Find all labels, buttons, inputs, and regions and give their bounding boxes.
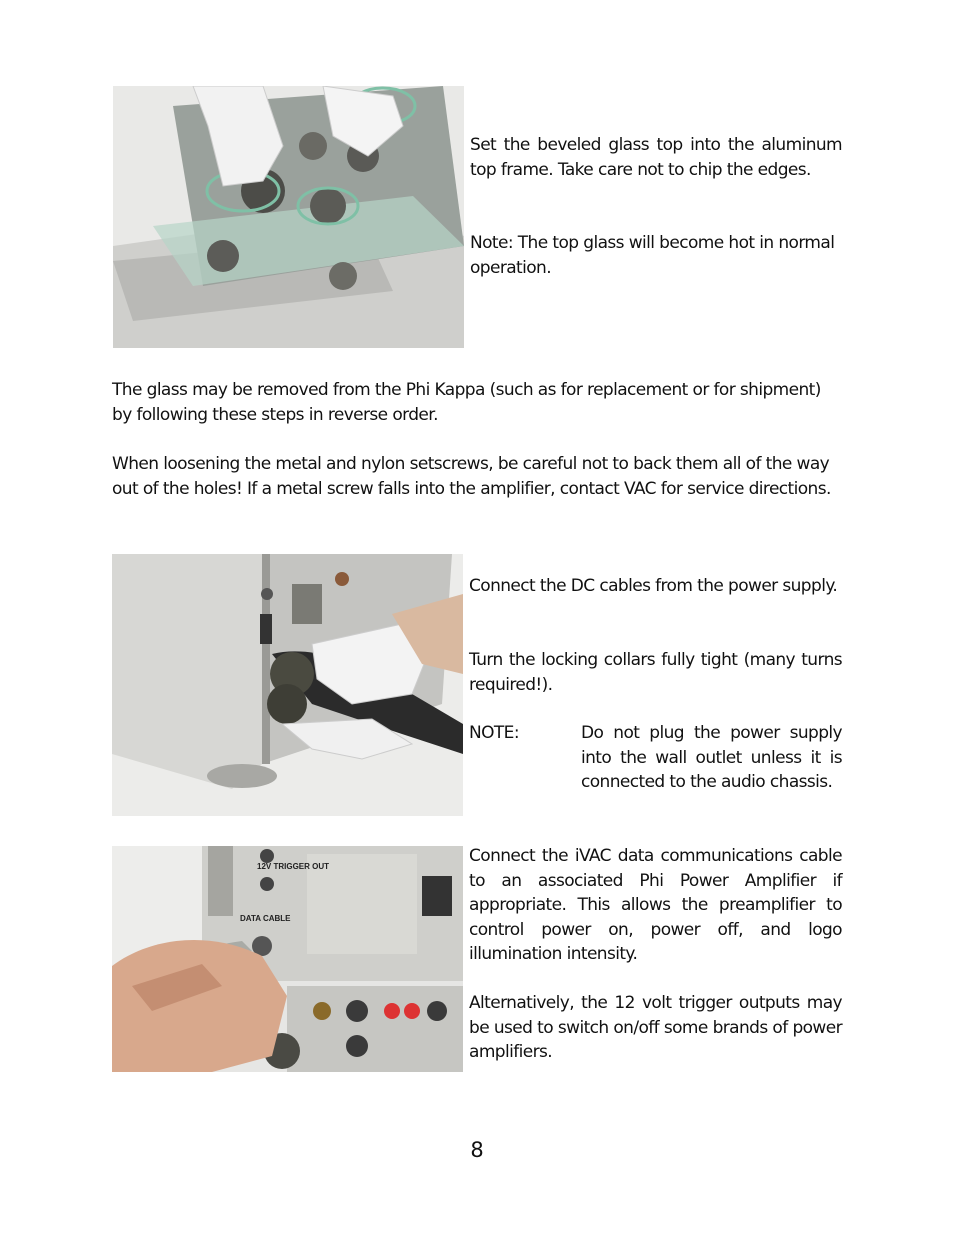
label-data-cable: DATA CABLE	[240, 914, 291, 923]
paragraph-glass-hot-note: Note: The top glass will become hot in normal operation.	[470, 233, 835, 278]
photo-dc-cable-connection	[112, 554, 463, 816]
paragraph-set-glass-top: Set the beveled glass top into the aluminum top frame. Take care not to chip the edges.	[470, 135, 842, 180]
label-trigger-out: 12V TRIGGER OUT	[257, 862, 330, 871]
photo-data-cable-connection	[112, 846, 463, 1072]
paragraph-glass-removal: The glass may be removed from the Phi Kappa (such as for replacement or for shipment) by following these steps in reverse order.	[112, 380, 821, 425]
photo-glass-top-installation	[113, 86, 464, 348]
paragraph-trigger-outputs: Alternatively, the 12 volt trigger outputs may be used to switch on/off some brands of power amplifiers.	[469, 993, 842, 1062]
page-number: 8	[470, 1138, 484, 1162]
paragraph-connect-ivac-cable: Connect the iVAC data communications cable to an associated Phi Power Amplifier if appropriate. This allows the preamplifier to control power on, power off, and logo illumination intensity.	[469, 846, 842, 964]
paragraph-setscrew-caution: When loosening the metal and nylon setscrews, be careful not to back them all of the way out of the holes! If a metal screw falls into the amplifier, contact VAC for service directions.	[112, 454, 831, 499]
note-label: NOTE:	[469, 723, 519, 743]
paragraph-connect-dc-cables: Connect the DC cables from the power supply.	[469, 576, 838, 596]
note-power-supply-warning: Do not plug the power supply into the wall outlet unless it is connected to the audio chassis.	[581, 723, 842, 792]
paragraph-locking-collars: Turn the locking collars fully tight (many turns required!).	[469, 650, 842, 695]
